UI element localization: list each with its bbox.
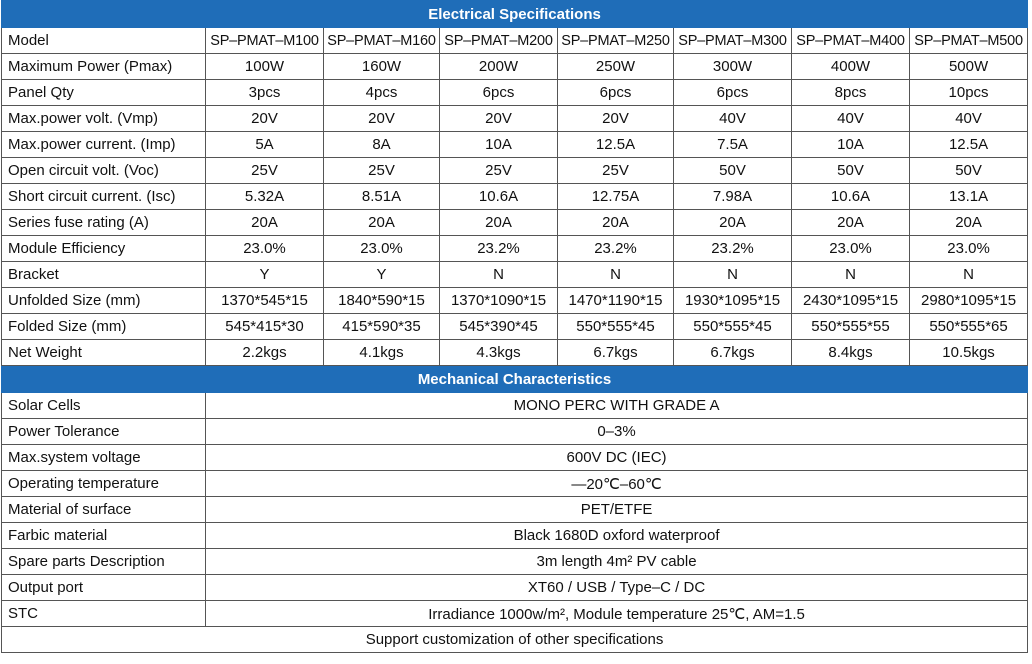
spec-label: Short circuit current. (Isc) xyxy=(2,184,206,210)
spec-sheet xyxy=(1,0,1031,664)
spec-value: 7.98A xyxy=(674,184,792,210)
mechanical-row xyxy=(2,575,1028,601)
spec-value: 20A xyxy=(324,210,440,236)
characteristic-value: 600V DC (IEC) xyxy=(206,445,1028,471)
model-name: SP–PMAT–M200 xyxy=(440,28,558,54)
spec-value: 20A xyxy=(558,210,674,236)
spec-value: 4.3kgs xyxy=(440,340,558,366)
spec-value: 12.5A xyxy=(558,132,674,158)
electrical-row xyxy=(2,236,1028,262)
characteristic-value: MONO PERC WITH GRADE A xyxy=(206,393,1028,419)
spec-value: 40V xyxy=(792,106,910,132)
spec-table xyxy=(1,0,1028,653)
spec-label: Net Weight xyxy=(2,340,206,366)
characteristic-label: Spare parts Description xyxy=(2,549,206,575)
spec-value: 8.51A xyxy=(324,184,440,210)
mechanical-section-header xyxy=(2,366,1028,393)
electrical-row xyxy=(2,288,1028,314)
electrical-row xyxy=(2,54,1028,80)
spec-label: Unfolded Size (mm) xyxy=(2,288,206,314)
characteristic-value: —20℃–60℃ xyxy=(206,471,1028,497)
characteristic-label: Farbic material xyxy=(2,523,206,549)
characteristic-label: Operating temperature xyxy=(2,471,206,497)
spec-value: 10.5kgs xyxy=(910,340,1028,366)
spec-label: Folded Size (mm) xyxy=(2,314,206,340)
spec-value: 8.4kgs xyxy=(792,340,910,366)
mechanical-row xyxy=(2,549,1028,575)
spec-value: 25V xyxy=(558,158,674,184)
spec-label: Module Efficiency xyxy=(2,236,206,262)
spec-value: 40V xyxy=(910,106,1028,132)
characteristic-label: Max.system voltage xyxy=(2,445,206,471)
mechanical-row xyxy=(2,445,1028,471)
spec-value: 550*555*45 xyxy=(558,314,674,340)
spec-value: 12.75A xyxy=(558,184,674,210)
spec-value: 10pcs xyxy=(910,80,1028,106)
characteristic-value: XT60 / USB / Type–C / DC xyxy=(206,575,1028,601)
electrical-row xyxy=(2,210,1028,236)
spec-value: 4.1kgs xyxy=(324,340,440,366)
spec-value: 2430*1095*15 xyxy=(792,288,910,314)
spec-value: 20A xyxy=(674,210,792,236)
spec-value: 23.0% xyxy=(324,236,440,262)
spec-value: N xyxy=(910,262,1028,288)
spec-value: 25V xyxy=(324,158,440,184)
spec-value: 23.2% xyxy=(558,236,674,262)
spec-value: 4pcs xyxy=(324,80,440,106)
spec-value: 23.2% xyxy=(440,236,558,262)
spec-label: Max.power volt. (Vmp) xyxy=(2,106,206,132)
spec-value: 12.5A xyxy=(910,132,1028,158)
spec-value: 5.32A xyxy=(206,184,324,210)
characteristic-value: PET/ETFE xyxy=(206,497,1028,523)
spec-value: 5A xyxy=(206,132,324,158)
spec-value: 6.7kgs xyxy=(558,340,674,366)
spec-value: 550*555*55 xyxy=(792,314,910,340)
spec-label: Maximum Power (Pmax) xyxy=(2,54,206,80)
spec-value: 13.1A xyxy=(910,184,1028,210)
footer-row xyxy=(2,627,1028,653)
spec-value: 20V xyxy=(440,106,558,132)
spec-value: 10.6A xyxy=(440,184,558,210)
spec-value: 25V xyxy=(206,158,324,184)
spec-value: 1370*545*15 xyxy=(206,288,324,314)
spec-value: 160W xyxy=(324,54,440,80)
model-header-label: Model xyxy=(2,28,206,54)
spec-value: 8A xyxy=(324,132,440,158)
spec-value: N xyxy=(558,262,674,288)
spec-label: Bracket xyxy=(2,262,206,288)
spec-value: N xyxy=(674,262,792,288)
spec-value: 8pcs xyxy=(792,80,910,106)
model-name: SP–PMAT–M250 xyxy=(558,28,674,54)
spec-value: 23.0% xyxy=(206,236,324,262)
electrical-title: Electrical Specifications xyxy=(2,1,1028,28)
spec-value: 23.0% xyxy=(910,236,1028,262)
spec-value: 23.0% xyxy=(792,236,910,262)
electrical-row xyxy=(2,158,1028,184)
characteristic-value: Irradiance 1000w/m², Module temperature 25℃, AM=1.5 xyxy=(206,601,1028,627)
mechanical-title: Mechanical Characteristics xyxy=(2,366,1028,393)
spec-value: 1930*1095*15 xyxy=(674,288,792,314)
spec-value: 50V xyxy=(792,158,910,184)
electrical-row xyxy=(2,262,1028,288)
spec-label: Max.power current. (Imp) xyxy=(2,132,206,158)
spec-value: 250W xyxy=(558,54,674,80)
spec-value: 40V xyxy=(674,106,792,132)
spec-value: 20V xyxy=(558,106,674,132)
spec-value: 6pcs xyxy=(558,80,674,106)
mechanical-row xyxy=(2,601,1028,627)
characteristic-label: Output port xyxy=(2,575,206,601)
mechanical-row xyxy=(2,393,1028,419)
spec-value: 545*415*30 xyxy=(206,314,324,340)
spec-value: Y xyxy=(324,262,440,288)
spec-value: 7.5A xyxy=(674,132,792,158)
spec-value: 20V xyxy=(206,106,324,132)
spec-value: 2980*1095*15 xyxy=(910,288,1028,314)
electrical-section-header xyxy=(2,1,1028,28)
electrical-row xyxy=(2,132,1028,158)
spec-label: Panel Qty xyxy=(2,80,206,106)
spec-value: 20A xyxy=(440,210,558,236)
spec-value: 545*390*45 xyxy=(440,314,558,340)
spec-value: 500W xyxy=(910,54,1028,80)
spec-value: 50V xyxy=(910,158,1028,184)
spec-label: Series fuse rating (A) xyxy=(2,210,206,236)
characteristic-value: Black 1680D oxford waterproof xyxy=(206,523,1028,549)
electrical-row xyxy=(2,314,1028,340)
model-name: SP–PMAT–M160 xyxy=(324,28,440,54)
mechanical-row xyxy=(2,523,1028,549)
spec-label: Open circuit volt. (Voc) xyxy=(2,158,206,184)
mechanical-row xyxy=(2,471,1028,497)
spec-value: 6pcs xyxy=(440,80,558,106)
spec-value: 23.2% xyxy=(674,236,792,262)
model-header-row xyxy=(2,28,1028,54)
characteristic-label: Solar Cells xyxy=(2,393,206,419)
spec-value: 415*590*35 xyxy=(324,314,440,340)
spec-value: 6.7kgs xyxy=(674,340,792,366)
electrical-row xyxy=(2,184,1028,210)
spec-value: 20A xyxy=(910,210,1028,236)
model-name: SP–PMAT–M300 xyxy=(674,28,792,54)
spec-table-body xyxy=(2,1,1028,653)
mechanical-row xyxy=(2,497,1028,523)
electrical-row xyxy=(2,340,1028,366)
spec-value: 300W xyxy=(674,54,792,80)
spec-value: 2.2kgs xyxy=(206,340,324,366)
spec-value: 1840*590*15 xyxy=(324,288,440,314)
spec-value: 20A xyxy=(206,210,324,236)
characteristic-label: Material of surface xyxy=(2,497,206,523)
spec-value: N xyxy=(440,262,558,288)
spec-value: 25V xyxy=(440,158,558,184)
spec-value: 400W xyxy=(792,54,910,80)
characteristic-value: 0–3% xyxy=(206,419,1028,445)
spec-value: 1470*1190*15 xyxy=(558,288,674,314)
spec-value: 10A xyxy=(792,132,910,158)
characteristic-label: Power Tolerance xyxy=(2,419,206,445)
characteristic-value: 3m length 4m² PV cable xyxy=(206,549,1028,575)
spec-value: 10A xyxy=(440,132,558,158)
spec-value: Y xyxy=(206,262,324,288)
spec-value: 550*555*45 xyxy=(674,314,792,340)
spec-value: 50V xyxy=(674,158,792,184)
electrical-row xyxy=(2,106,1028,132)
spec-value: 6pcs xyxy=(674,80,792,106)
spec-value: 100W xyxy=(206,54,324,80)
spec-value: N xyxy=(792,262,910,288)
spec-value: 200W xyxy=(440,54,558,80)
model-name: SP–PMAT–M100 xyxy=(206,28,324,54)
characteristic-label: STC xyxy=(2,601,206,627)
spec-value: 20A xyxy=(792,210,910,236)
mechanical-row xyxy=(2,419,1028,445)
spec-value: 1370*1090*15 xyxy=(440,288,558,314)
model-name: SP–PMAT–M400 xyxy=(792,28,910,54)
spec-value: 3pcs xyxy=(206,80,324,106)
model-name: SP–PMAT–M500 xyxy=(910,28,1028,54)
spec-value: 10.6A xyxy=(792,184,910,210)
customization-note: Support customization of other specifications xyxy=(2,627,1028,653)
spec-value: 20V xyxy=(324,106,440,132)
spec-value: 550*555*65 xyxy=(910,314,1028,340)
electrical-row xyxy=(2,80,1028,106)
